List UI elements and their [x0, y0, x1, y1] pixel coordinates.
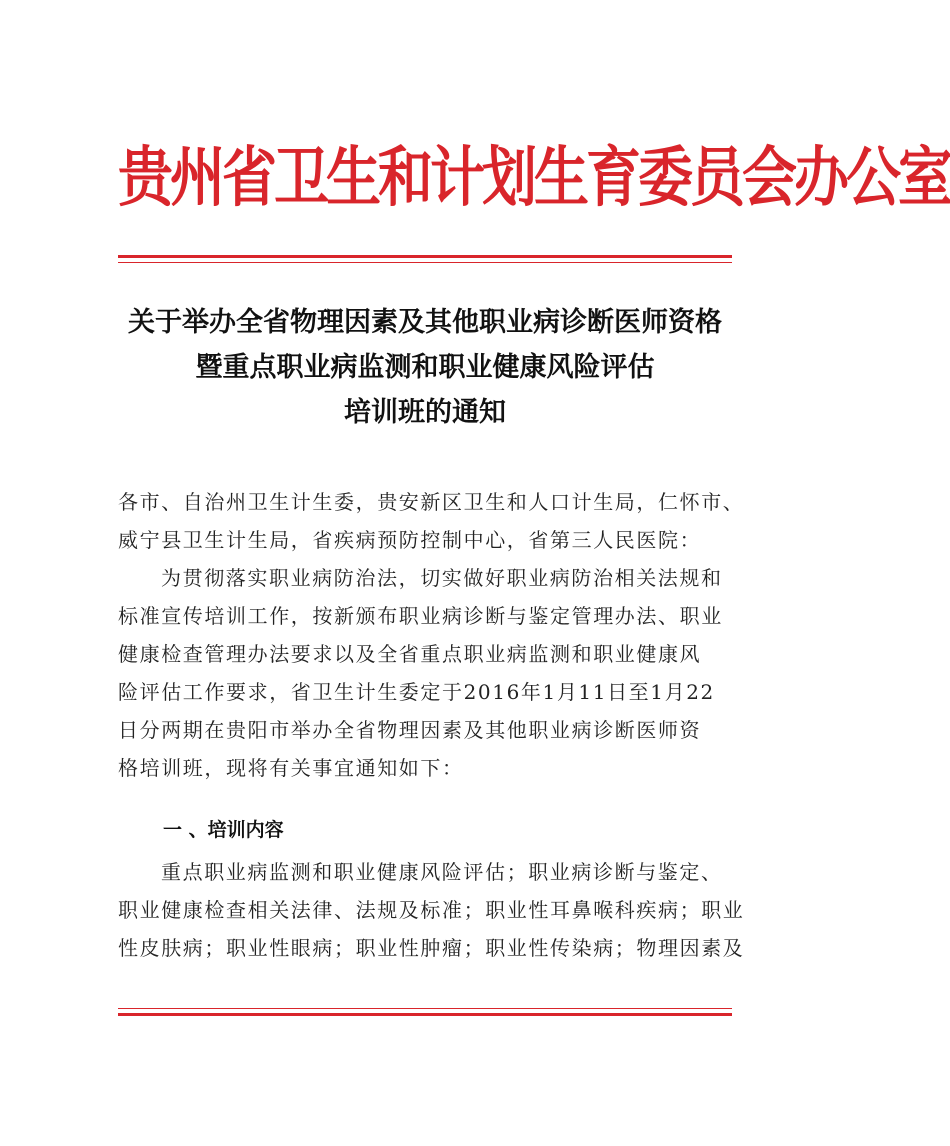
intro-line: 为贯彻落实职业病防治法，切实做好职业病防治相关法规和 [161, 566, 723, 590]
section1-paragraph [118, 853, 745, 967]
intro-paragraph [118, 559, 734, 787]
intro-line: 日分两期在贵阳市举办全省物理因素及其他职业病诊断医师资 [118, 718, 702, 742]
letterhead-title: 贵州省卫生和计划生育委员会办公室 [118, 138, 950, 215]
document-title [100, 300, 750, 435]
recipients-line: 威宁县卫生计生局，省疾病预防控制中心，省第三人民医院： [118, 528, 702, 552]
footer-rule-thin [118, 1008, 732, 1009]
section-heading-training-content: 一 、培训内容 [163, 819, 284, 841]
recipients-paragraph [118, 483, 745, 559]
title-line-1: 关于举办全省物理因素及其他职业病诊断医师资格 [128, 307, 722, 338]
intro-line: 健康检查管理办法要求以及全省重点职业病监测和职业健康风 [118, 642, 702, 666]
title-line-2: 暨重点职业病监测和职业健康风险评估 [195, 352, 655, 383]
footer-rule-thick [118, 1013, 732, 1016]
intro-line: 标准宣传培训工作，按新颁布职业病诊断与鉴定管理办法、职业 [118, 604, 723, 628]
section1-line: 重点职业病监测和职业健康风险评估；职业病诊断与鉴定、 [161, 860, 723, 884]
title-line-3: 培训班的通知 [344, 397, 506, 428]
letterhead-rule-thin [118, 262, 732, 263]
intro-line: 格培训班，现将有关事宜通知如下： [118, 756, 464, 780]
section1-line: 性皮肤病；职业性眼病；职业性肿瘤；职业性传染病；物理因素及 [118, 936, 745, 960]
section1-line: 职业健康检查相关法律、法规及标准；职业性耳鼻喉科疾病；职业 [118, 898, 745, 922]
intro-line: 险评估工作要求，省卫生计生委定于2016年1月11日至1月22 [118, 680, 715, 704]
letterhead-rule-thick [118, 255, 732, 258]
recipients-line: 各市、自治州卫生计生委，贵安新区卫生和人口计生局，仁怀市、 [118, 490, 745, 514]
